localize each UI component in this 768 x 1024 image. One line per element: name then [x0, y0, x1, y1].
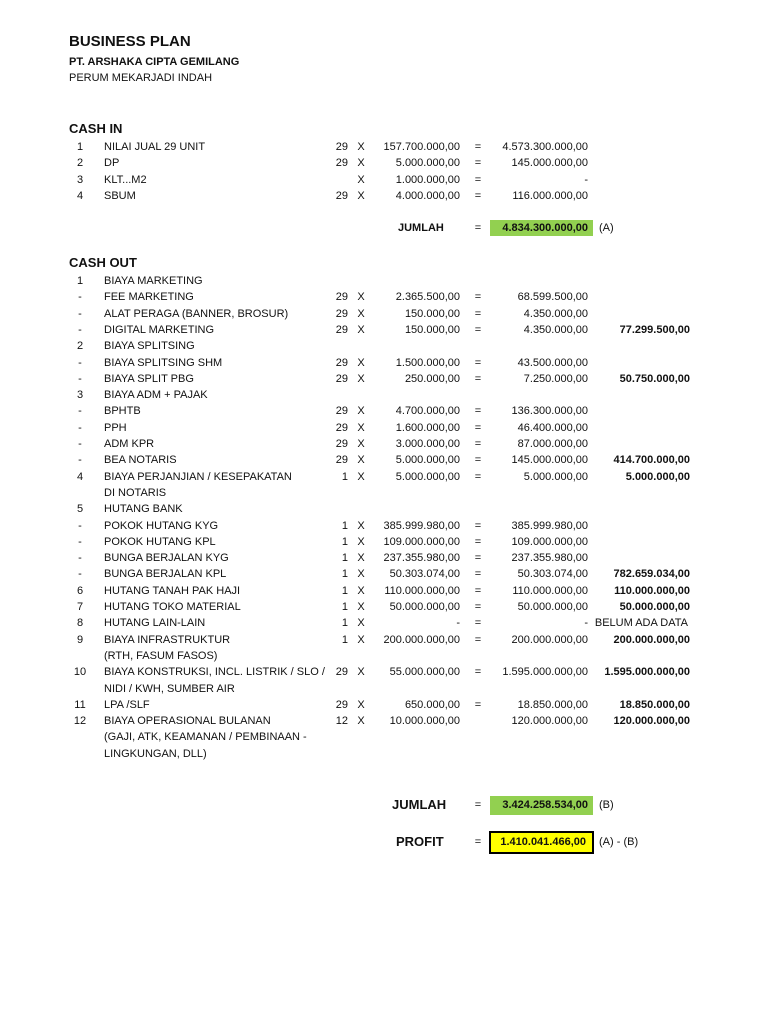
profit-equals: = — [474, 836, 482, 848]
row-equals-sign: = — [474, 470, 482, 483]
row-description: BEA NOTARIS — [104, 454, 177, 467]
row-subtotal: 120.000.000,00 — [613, 715, 690, 728]
row-number: 12 — [73, 715, 87, 728]
row-subtotal: 414.700.000,00 — [613, 454, 690, 467]
row-multiply-sign: X — [357, 405, 365, 418]
row-unit-price: 50.000.000,00 — [389, 601, 460, 613]
row-description: (RTH, FASUM FASOS) — [104, 649, 218, 662]
row-multiply-sign: X — [357, 470, 365, 483]
row-description: BPHTB — [104, 405, 141, 418]
cash-out-total-tag: (B) — [599, 799, 614, 811]
row-number: - — [78, 356, 82, 369]
row-quantity: 12 — [335, 715, 348, 728]
row-note: BELUM ADA DATA — [594, 617, 688, 630]
row-description: LPA /SLF — [104, 698, 150, 711]
row-description: HUTANG TANAH PAK HAJI — [104, 584, 241, 597]
row-equals-sign: = — [474, 601, 482, 613]
row-multiply-sign: X — [357, 356, 365, 369]
row-description: DI NOTARIS — [104, 486, 167, 499]
row-equals-sign: = — [474, 454, 482, 467]
row-number: 10 — [73, 666, 87, 679]
row-multiply-sign: X — [357, 190, 365, 203]
row-unit-price: 55.000.000,00 — [389, 666, 460, 679]
row-unit-price: 50.303.074,00 — [389, 568, 460, 581]
row-quantity: 1 — [341, 470, 348, 483]
row-unit-price: 385.999.980,00 — [383, 519, 460, 532]
row-unit-price: 5.000.000,00 — [395, 157, 460, 170]
row-equals-sign: = — [474, 307, 482, 320]
row-description: BIAYA MARKETING — [104, 275, 203, 287]
row-description: BIAYA ADM + PAJAK — [104, 389, 208, 402]
row-description: BIAYA PERJANJIAN / KESEPAKATAN — [104, 470, 292, 483]
cash-in-total-equals: = — [474, 222, 482, 234]
row-amount: 109.000.000,00 — [511, 535, 588, 548]
row-description: POKOK HUTANG KPL — [104, 535, 216, 548]
row-quantity: 1 — [341, 568, 348, 581]
row-equals-sign: = — [474, 323, 482, 336]
row-number: 2 — [76, 340, 84, 353]
row-subtotal: 110.000.000,00 — [614, 584, 690, 597]
profit-label: PROFIT — [396, 834, 444, 849]
row-quantity: 29 — [335, 323, 348, 336]
row-description: HUTANG LAIN-LAIN — [104, 617, 206, 630]
row-amount: 1.595.000.000,00 — [502, 666, 588, 679]
row-number: 1 — [76, 141, 84, 153]
row-quantity: 1 — [341, 601, 348, 613]
row-amount: - — [584, 173, 588, 186]
cash-in-total-label: JUMLAH — [398, 222, 444, 234]
cash-out-total-label: JUMLAH — [392, 797, 447, 812]
row-equals-sign: = — [474, 568, 482, 581]
row-number: 9 — [76, 633, 84, 646]
row-number: 3 — [76, 389, 84, 402]
row-description: BIAYA OPERASIONAL BULANAN — [104, 715, 271, 728]
row-description: NILAI JUAL 29 UNIT — [104, 141, 206, 153]
row-equals-sign: = — [474, 141, 482, 153]
row-equals-sign: = — [474, 356, 482, 369]
row-quantity: 29 — [335, 405, 348, 418]
row-amount: 145.000.000,00 — [511, 454, 588, 467]
row-number: - — [78, 568, 82, 581]
row-multiply-sign: X — [357, 307, 365, 320]
cash-in-total-value: 4.834.300.000,00 — [490, 220, 593, 236]
row-quantity: 1 — [341, 552, 348, 565]
row-equals-sign: = — [474, 698, 482, 711]
row-equals-sign: = — [474, 405, 482, 418]
row-multiply-sign: X — [357, 372, 365, 385]
row-multiply-sign: X — [357, 552, 365, 565]
cash-out-heading: CASH OUT — [69, 255, 137, 270]
row-number: 6 — [76, 584, 84, 597]
row-unit-price: 2.365.500,00 — [395, 291, 460, 304]
row-multiply-sign: X — [357, 666, 365, 679]
row-amount: 18.850.000,00 — [517, 698, 588, 711]
row-number: - — [78, 519, 82, 532]
row-amount: 4.350.000,00 — [523, 323, 588, 336]
row-unit-price: 5.000.000,00 — [395, 470, 460, 483]
cash-in-heading: CASH IN — [69, 121, 123, 136]
row-number: - — [78, 405, 82, 418]
row-description: SBUM — [104, 190, 136, 203]
project-location: PERUM MEKARJADI INDAH — [69, 72, 213, 84]
company-name: PT. ARSHAKA CIPTA GEMILANG — [69, 56, 240, 68]
row-amount: 50.303.074,00 — [517, 568, 588, 581]
row-multiply-sign: X — [357, 698, 365, 711]
row-number: - — [78, 552, 82, 565]
cash-in-total-tag: (A) — [599, 222, 614, 234]
row-description: DP — [104, 157, 120, 170]
row-description: BIAYA INFRASTRUKTUR — [104, 633, 231, 646]
row-number: - — [78, 438, 82, 450]
row-amount: 87.000.000,00 — [517, 438, 588, 450]
row-unit-price: 4.000.000,00 — [395, 190, 460, 203]
row-amount: 7.250.000,00 — [523, 372, 588, 385]
row-quantity: 29 — [335, 372, 348, 385]
row-description: ALAT PERAGA (BANNER, BROSUR) — [104, 307, 289, 320]
row-unit-price: 150.000,00 — [404, 307, 460, 320]
row-number: 8 — [76, 617, 84, 630]
row-multiply-sign: X — [357, 141, 365, 153]
row-amount: 120.000.000,00 — [511, 715, 588, 728]
row-description: BIAYA SPLIT PBG — [104, 372, 194, 385]
row-unit-price: 650.000,00 — [404, 698, 460, 711]
row-equals-sign: = — [474, 173, 482, 186]
row-amount: 5.000.000,00 — [523, 470, 588, 483]
row-number: - — [78, 307, 82, 320]
row-description: BIAYA KONSTRUKSI, INCL. LISTRIK / SLO / — [104, 666, 325, 679]
row-quantity: 29 — [335, 666, 348, 679]
row-equals-sign: = — [474, 421, 482, 434]
row-multiply-sign: X — [357, 601, 365, 613]
row-number: - — [78, 421, 82, 434]
row-number: - — [78, 454, 82, 467]
row-equals-sign: = — [474, 552, 482, 565]
row-description: ADM KPR — [104, 438, 155, 450]
row-unit-price: 3.000.000,00 — [395, 438, 460, 450]
row-unit-price: 1.500.000,00 — [395, 356, 460, 369]
row-multiply-sign: X — [357, 323, 365, 336]
row-unit-price: 10.000.000,00 — [389, 715, 460, 728]
row-number: 4 — [76, 470, 84, 483]
row-multiply-sign: X — [357, 291, 365, 304]
row-description: KLT...M2 — [104, 173, 147, 186]
row-description: BUNGA BERJALAN KPL — [104, 568, 227, 581]
row-subtotal: 50.750.000,00 — [619, 372, 690, 385]
row-quantity: 1 — [341, 617, 348, 630]
row-multiply-sign: X — [357, 535, 365, 548]
row-quantity: 1 — [341, 633, 348, 646]
row-unit-price: 5.000.000,00 — [395, 454, 460, 467]
row-unit-price: 1.600.000,00 — [395, 421, 460, 434]
row-amount: 145.000.000,00 — [511, 157, 588, 170]
row-quantity: 29 — [335, 454, 348, 467]
row-number: 1 — [76, 275, 84, 287]
row-subtotal: 5.000.000,00 — [625, 470, 690, 483]
row-multiply-sign: X — [357, 173, 365, 186]
row-subtotal: 782.659.034,00 — [613, 568, 690, 581]
row-number: 11 — [74, 698, 86, 711]
row-description: (GAJI, ATK, KEAMANAN / PEMBINAAN - — [104, 731, 307, 744]
row-quantity: 29 — [335, 291, 348, 304]
row-quantity: 29 — [335, 190, 348, 203]
row-equals-sign: = — [474, 291, 482, 304]
row-number: - — [78, 372, 82, 385]
row-amount: 237.355.980,00 — [511, 552, 588, 565]
row-equals-sign: = — [474, 157, 482, 170]
row-unit-price: 200.000.000,00 — [383, 633, 460, 646]
row-multiply-sign: X — [357, 715, 365, 728]
row-quantity: 29 — [335, 698, 348, 711]
row-number: - — [78, 323, 82, 336]
row-unit-price: 1.000.000,00 — [395, 173, 460, 186]
row-amount: - — [584, 617, 588, 630]
row-amount: 110.000.000,00 — [512, 584, 588, 597]
row-quantity: 1 — [341, 584, 348, 597]
row-number: 4 — [76, 190, 84, 203]
row-multiply-sign: X — [357, 438, 365, 450]
row-description: LINGKUNGAN, DLL) — [104, 747, 207, 760]
row-amount: 385.999.980,00 — [511, 519, 588, 532]
row-multiply-sign: X — [357, 157, 365, 170]
row-multiply-sign: X — [357, 568, 365, 581]
row-subtotal: 50.000.000,00 — [619, 601, 690, 613]
row-number: 3 — [76, 173, 84, 186]
row-amount: 200.000.000,00 — [511, 633, 588, 646]
row-unit-price: - — [456, 617, 460, 630]
row-equals-sign: = — [474, 438, 482, 450]
row-equals-sign: = — [474, 633, 482, 646]
row-description: POKOK HUTANG KYG — [104, 519, 219, 532]
row-equals-sign: = — [474, 519, 482, 532]
row-subtotal: 18.850.000,00 — [619, 698, 690, 711]
row-unit-price: 4.700.000,00 — [395, 405, 460, 418]
row-description: PPH — [104, 421, 127, 434]
row-quantity: 29 — [335, 307, 348, 320]
cash-out-total-equals: = — [474, 799, 482, 811]
row-equals-sign: = — [474, 617, 482, 630]
row-multiply-sign: X — [357, 584, 365, 597]
row-subtotal: 1.595.000.000,00 — [604, 666, 690, 679]
row-description: NIDI / KWH, SUMBER AIR — [104, 682, 235, 695]
row-unit-price: 109.000.000,00 — [383, 535, 460, 548]
row-quantity: 29 — [335, 157, 348, 170]
row-description: DIGITAL MARKETING — [104, 323, 215, 336]
row-unit-price: 110.000.000,00 — [384, 584, 460, 597]
row-quantity: 29 — [335, 421, 348, 434]
row-multiply-sign: X — [357, 454, 365, 467]
row-description: BIAYA SPLITSING — [104, 340, 195, 353]
row-equals-sign: = — [474, 190, 482, 203]
row-amount: 68.599.500,00 — [517, 291, 588, 304]
row-description: HUTANG TOKO MATERIAL — [104, 601, 241, 613]
row-number: 5 — [76, 503, 84, 516]
row-description: HUTANG BANK — [104, 503, 183, 516]
profit-formula: (A) - (B) — [599, 836, 639, 848]
row-equals-sign: = — [474, 535, 482, 548]
row-number: 2 — [76, 157, 84, 170]
row-multiply-sign: X — [357, 421, 365, 434]
row-multiply-sign: X — [357, 617, 365, 630]
row-equals-sign: = — [474, 372, 482, 385]
profit-value: 1.410.041.466,00 — [489, 831, 594, 854]
row-amount: 43.500.000,00 — [517, 356, 588, 369]
row-amount: 50.000.000,00 — [517, 601, 588, 613]
row-amount: 136.300.000,00 — [511, 405, 588, 418]
row-quantity: 1 — [341, 535, 348, 548]
row-description: BUNGA BERJALAN KYG — [104, 552, 229, 565]
row-number: - — [78, 291, 82, 304]
row-number: - — [78, 535, 82, 548]
row-equals-sign: = — [474, 666, 482, 679]
row-amount: 116.000.000,00 — [512, 190, 588, 203]
row-multiply-sign: X — [357, 519, 365, 532]
row-amount: 4.350.000,00 — [523, 307, 588, 320]
page-title: BUSINESS PLAN — [69, 33, 191, 50]
row-description: FEE MARKETING — [104, 291, 194, 304]
row-unit-price: 237.355.980,00 — [383, 552, 460, 565]
row-amount: 46.400.000,00 — [517, 421, 588, 434]
row-multiply-sign: X — [357, 633, 365, 646]
row-quantity: 29 — [335, 356, 348, 369]
row-subtotal: 200.000.000,00 — [613, 633, 690, 646]
row-amount: 4.573.300.000,00 — [502, 141, 588, 153]
row-quantity: 29 — [335, 438, 348, 450]
row-unit-price: 150.000,00 — [404, 323, 460, 336]
row-equals-sign: = — [474, 584, 482, 597]
row-description: BIAYA SPLITSING SHM — [104, 356, 223, 369]
row-number: 7 — [76, 601, 84, 613]
row-unit-price: 157.700.000,00 — [383, 141, 460, 153]
row-quantity: 29 — [335, 141, 348, 153]
row-quantity: 1 — [341, 519, 348, 532]
row-unit-price: 250.000,00 — [404, 372, 460, 385]
row-subtotal: 77.299.500,00 — [619, 323, 690, 336]
cash-out-total-value: 3.424.258.534,00 — [490, 796, 593, 815]
